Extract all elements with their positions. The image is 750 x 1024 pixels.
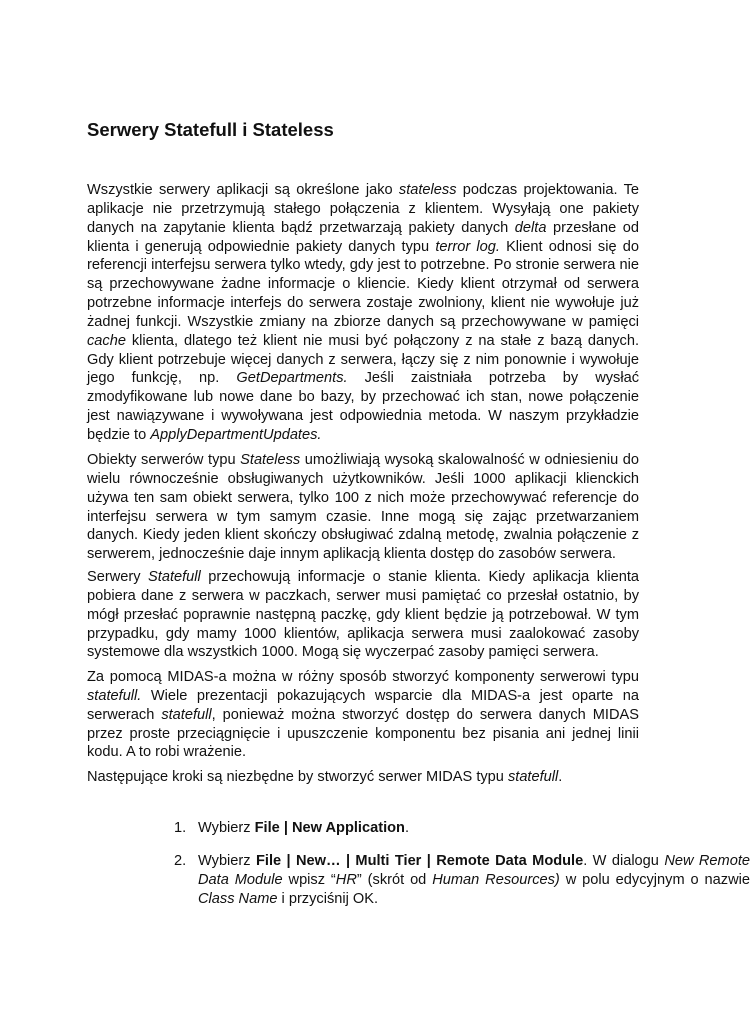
paragraph-steps-intro	[87, 768, 562, 787]
text-run: wpisz “	[282, 871, 336, 888]
text-run: , ponieważ można stworzyć dostęp do serwera danych MIDAS przez proste przeciągnięcie i upuszczenie komponentu bez pisania ani jednej linii kodu. A to robi wrażenie.	[87, 706, 639, 761]
paragraph-stateless-intro	[87, 181, 639, 445]
menu-path: File | New… | Multi Tier | Remote Data Module	[255, 853, 584, 869]
list-item-step-2	[174, 852, 750, 909]
page-title: Serwery Statefull i Stateless	[87, 119, 334, 140]
text-run: Za pomocą MIDAS-a można w różny sposób stworzyć komponenty serwerowi typu	[87, 669, 639, 685]
text-run: .	[404, 820, 410, 836]
text-run: Wybierz	[198, 820, 255, 836]
list-item-step-1	[174, 819, 750, 838]
text-run: .	[558, 769, 563, 785]
text-run: klienta, dlatego też klient nie musi być połączony z na stałe z bazą danych. Gdy klient potrzebuje więcej danych z serwera, łączy się z nim ponownie i wywołuje jego funkcję, np.	[87, 332, 639, 387]
italic-term: terror log.	[435, 238, 500, 255]
italic-term: New Remote Data Module	[198, 853, 750, 888]
italic-term: delta	[514, 219, 547, 236]
italic-term: cache	[87, 332, 126, 349]
text-run: Klient odnosi się do referencji interfejsu serwera tylko wtedy, gdy jest to potrzebne. Po stronie serwera nie są przechowywane żadne informacje o kliencie. Kiedy klient otrzymał od serwera potrzebne informacje interfejs do serwera zostaje zwolniony, klient nie wywołuje już żadnej funkcji. Wszystkie zmiany na zbiorze danych są przechowywane w pamięci	[87, 238, 639, 330]
text-run: podczas projektowania. Te aplikacje nie przetrzymują stałego połączenia z klientem. Wysyłają one pakiety danych na zapytanie klienta bądź przetwarzają pakiety danych	[87, 182, 639, 236]
text-run: Obiekty serwerów typu	[87, 452, 241, 468]
text-run: przechowują informacje o stanie klienta. Kiedy aplikacja klienta pobiera dane z serwera w paczkach, serwer musi pamiętać co przesłał ostatnio, by mógł przesłać poprawnie następną paczkę, gdy klient będzie ją potrzebował. W tym przypadku, gdy mamy 1000 klientów, aplikacja serwera musi zaalokować zasoby systemowe dla wszystkich 1000. Mogą się wyczerpać zasoby pamięci serwera.	[87, 569, 639, 661]
text-run: umożliwiają wysoką skalowalność w odniesieniu do wielu równocześnie obsługiwanych użytkowników. Jeśli 1000 aplikacji klienckich używa ten sam obiekt serwera, tylko 100 z nich może przechowywać referencje do interfejsu serwera w tym samym czasie. Inne mogą się zając przetwarzaniem danych. Kiedy jeden klient skończy obsługiwać zdalną metodę, zwalnia połączenie z serwerem, jednocześnie daje innym aplikacją klienta dostęp do zasobów serwera.	[87, 452, 639, 563]
italic-term: statefull	[161, 706, 212, 723]
text-run: . W dialogu	[583, 853, 665, 869]
list-number: 1.	[174, 820, 187, 836]
text-run: Wybierz	[198, 853, 256, 869]
text-run: Serwery	[87, 569, 149, 585]
paragraph-stateless-scalability	[87, 451, 639, 564]
italic-term: Class Name	[198, 890, 278, 907]
text-run: w polu edycyjnym o nazwie	[559, 871, 750, 888]
italic-term: Human Resources)	[432, 871, 560, 888]
italic-term: Statefull	[148, 569, 201, 585]
text-run: Następujące kroki są niezbędne by stworzyć serwer MIDAS typu	[87, 769, 508, 785]
text-run: Wszystkie serwery aplikacji są określone jako	[87, 182, 399, 198]
paragraph-midas-statefull	[87, 668, 639, 762]
text-run: Jeśli zaistniała potrzeba by wysłać zmodyfikowane lub nowe dane bo bazy, by przechować ich stan, nowe połączenie jest nawiązywane i wywoływana jest odpowiednia metoda. W naszym przykładzie będzie to	[87, 370, 639, 443]
menu-path: File | New Application	[254, 820, 405, 836]
italic-term: ApplyDepartmentUpdates.	[150, 426, 322, 443]
italic-term: stateless	[398, 182, 457, 198]
italic-term: statefull	[507, 769, 559, 785]
italic-term: HR	[335, 871, 357, 888]
list-number: 2.	[174, 853, 187, 869]
text-run: Wiele prezentacji pokazujących wsparcie dla MIDAS-a jest oparte na serwerach	[87, 687, 639, 723]
text-run: i przyciśnij OK.	[277, 890, 379, 907]
italic-term: GetDepartments.	[236, 370, 348, 387]
italic-term: Stateless	[240, 452, 301, 468]
text-run: ” (skrót od	[356, 871, 433, 888]
italic-term: statefull.	[87, 687, 142, 704]
text-run: przesłane od klienta i generują odpowiednie pakiety danych typu	[87, 219, 640, 255]
paragraph-statefull-servers	[87, 568, 639, 662]
